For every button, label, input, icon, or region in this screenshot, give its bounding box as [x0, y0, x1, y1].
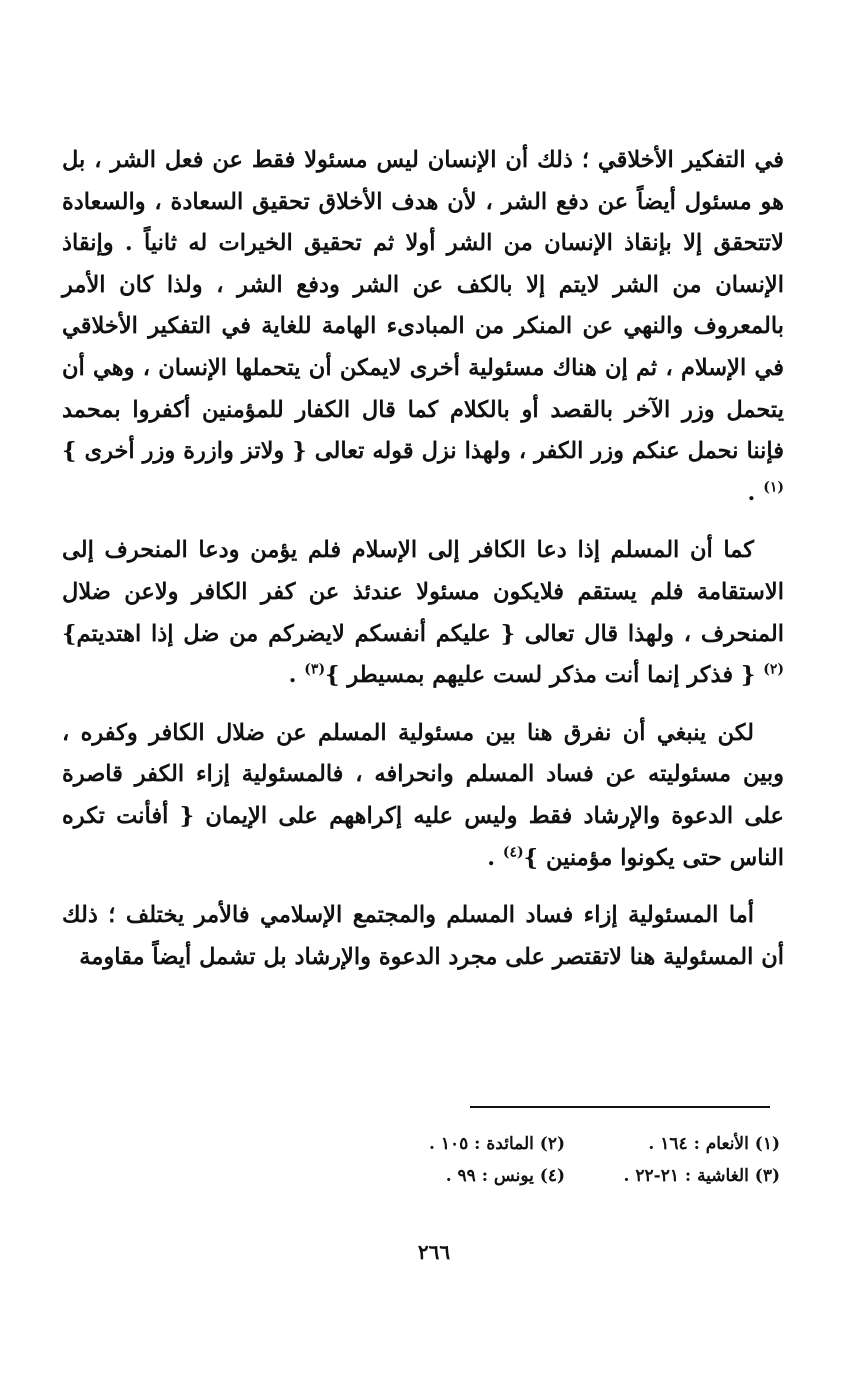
footnote-divider [470, 1106, 770, 1108]
paragraph-2-text-b: { فذكر إنما أنت مذكر لست عليهم بمسيطر } [325, 662, 764, 689]
paragraph-2-text: كما أن المسلم إذا دعا الكافر إلى الإسلام فلم يؤمن ودعا المنحرف إلى الاستقامة فلم يستقم فلايكون مسئولا عندئذ عن كفر الكافر ولاعن ضلال المنحرف ، ولهذا قال تعالى { عليكم أنفسكم لايضركم من ضل إذا اهتديتم} [62, 537, 784, 647]
paragraph-1-text: في التفكير الأخلاقي ؛ ذلك أن الإنسان ليس مسئولا فقط عن فعل الشر ، بل هو مسئول أيضاً عن دفع الشر ، لأن هدف الأخلاق تحقيق السعادة ، والسعادة لاتتحقق إلا بإنقاذ الإنسان من الشر أولا ثم تحقيق الخيرات له ثانياً . وإنقاذ الإنسان من الشر لايتم إلا بالكف عن الشر ودفع الشر ، ولذا كان الأمر بالمعروف والنهي عن المنكر من المبادىء الهامة للغاية في التفكير الأخلاقي في الإسلام ، ثم إن هناك مسئولية أخرى لايمكن أن يتحملها الإنسان ، وهي أن يتحمل وزر الآخر بالقصد أو بالكلام كما قال الكفار للمؤمنين أكفروا بمحمد فإننا نحمل عنكم وزر الكفر ، ولهذا نزل قوله تعالى { ولاتز وازرة وزر أخرى } [62, 147, 784, 465]
page-number: ٢٦٦ [417, 1240, 451, 1264]
footnotes [340, 1128, 780, 1192]
paragraph-2-tail: . [288, 662, 305, 689]
paragraph-4-text: أما المسئولية إزاء فساد المسلم والمجتمع الإسلامي فالأمر يختلف ؛ ذلك أن المسئولية هنا لاتقتصر على مجرد الدعوة والإرشاد بل تشمل أيضاً مقاومة [62, 902, 784, 970]
footnote-row [340, 1128, 780, 1160]
paragraph-4 [62, 895, 784, 978]
footnote-2: (٢) المائدة : ١٠٥ . [429, 1134, 565, 1154]
paragraph-2 [62, 530, 784, 696]
paragraph-3-tail: . [487, 844, 503, 871]
footnote-ref-4: (٤) [502, 844, 524, 860]
footnote-ref-1: (١) [763, 479, 784, 496]
paragraph-1-tail: . [747, 479, 764, 506]
footnote-ref-3: (٣) [304, 661, 326, 678]
footnote-1: (١) الأنعام : ١٦٤ . [648, 1134, 780, 1154]
footnote-4: (٤) يونس : ٩٩ . [445, 1166, 565, 1186]
paragraph-3-text: لكن ينبغي أن نفرق هنا بين مسئولية المسلم عن ضلال الكافر وكفره ، وبين مسئوليته عن فساد المسلم وانحرافه ، فالمسئولية إزاء الكفر قاصرة على الدعوة والإرشاد فقط وليس عليه إكراههم على الإيمان { أفأنت تكره الناس حتى يكونوا مؤمنين } [62, 719, 784, 871]
footnote-ref-2: (٢) [763, 661, 784, 678]
paragraph-3 [62, 713, 784, 879]
footnote-3: (٣) الغاشية : ٢١-٢٢ . [623, 1166, 780, 1186]
body-text [62, 140, 784, 994]
paragraph-1 [62, 140, 784, 514]
footnote-row [340, 1160, 780, 1192]
